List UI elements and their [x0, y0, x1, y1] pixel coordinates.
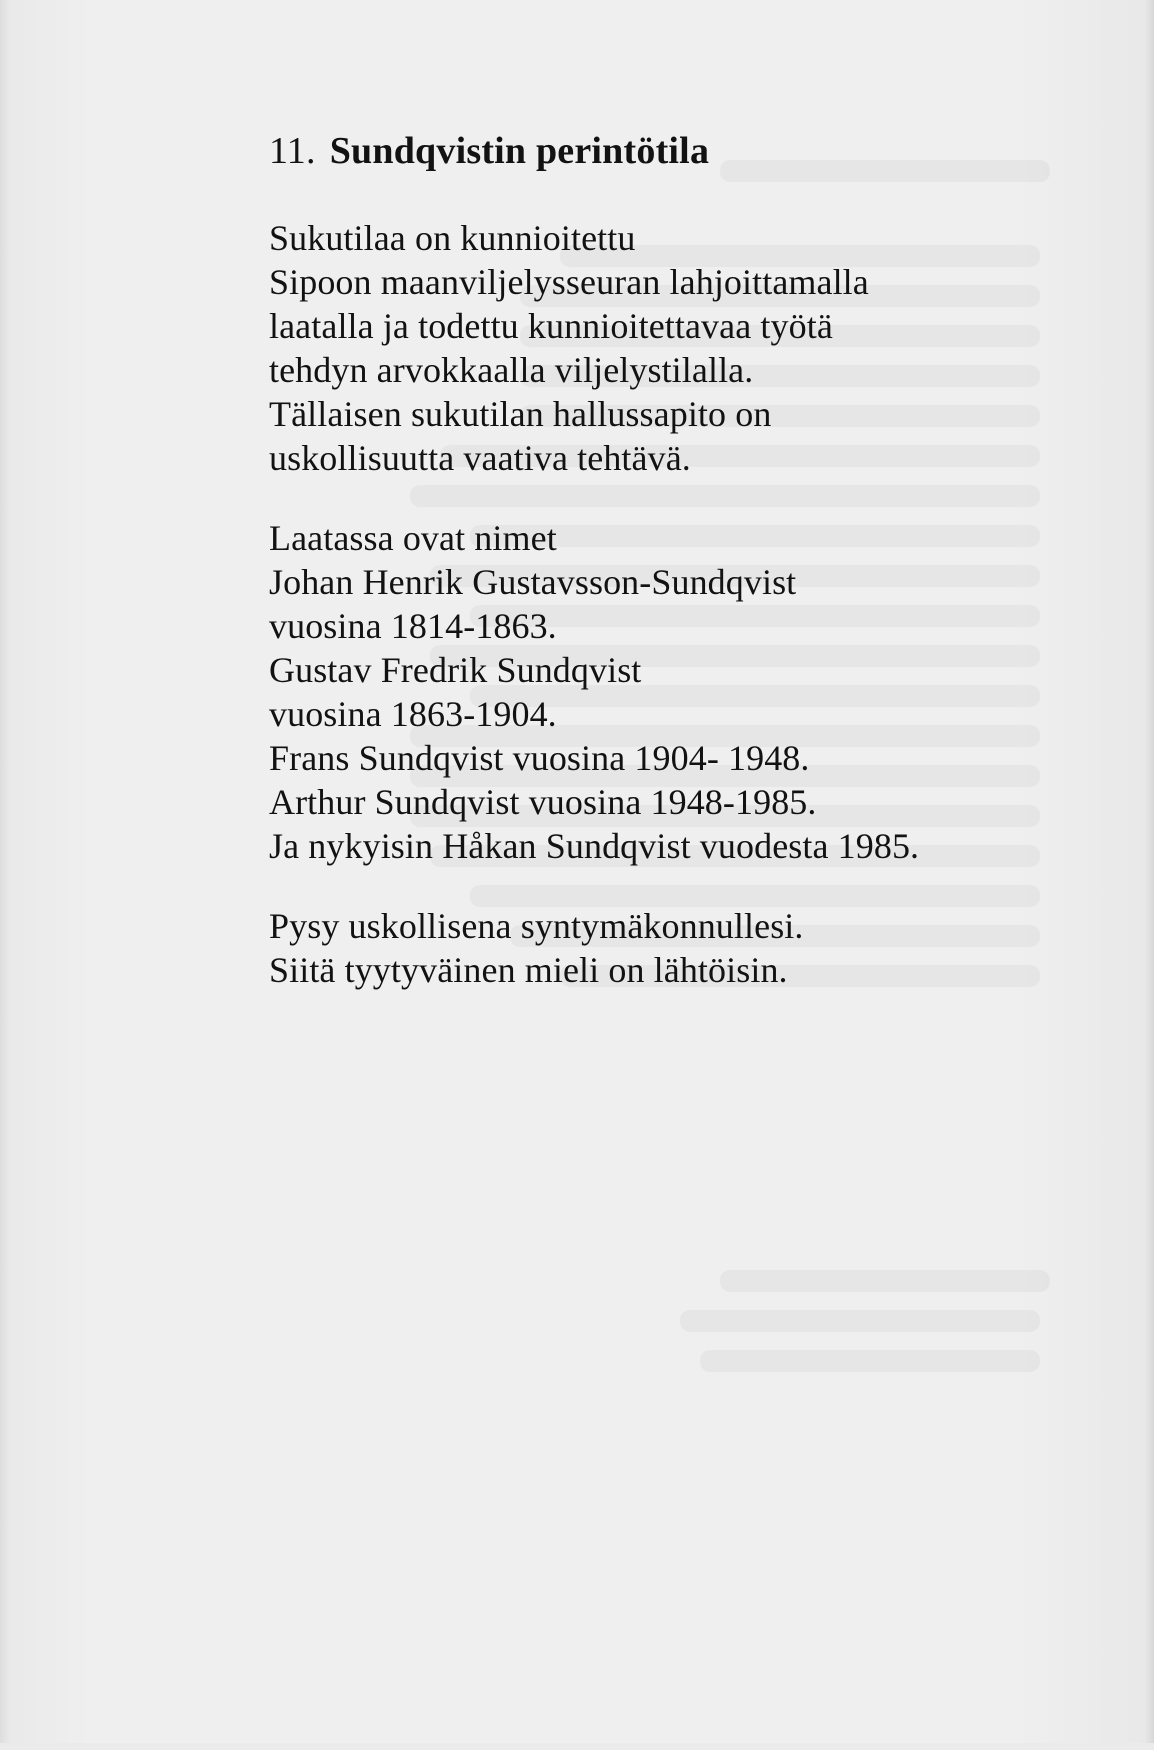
section-title: Sundqvistin perintötila [329, 130, 710, 172]
paragraph-2 [269, 516, 1129, 868]
paragraph-1 [269, 216, 1129, 480]
paragraph-1-line-3: laatalla ja todettu kunnioitettavaa työtä [269, 305, 833, 346]
paragraph-1-line-6: uskollisuutta vaativa tehtävä. [269, 437, 691, 478]
page-left-edge-shadow [0, 0, 10, 1743]
paragraph-2-line-2: Johan Henrik Gustavsson-Sundqvist [269, 561, 797, 602]
page-content [269, 132, 1129, 1028]
paragraph-2-line-7: Arthur Sundqvist vuosina 1948-1985. [269, 781, 817, 822]
section-number: 11. [269, 130, 316, 172]
paragraph-2-line-8: Ja nykyisin Håkan Sundqvist vuodesta 1985. [269, 825, 920, 866]
paragraph-2-line-5: vuosina 1863-1904. [269, 693, 557, 734]
paragraph-2-line-3: vuosina 1814-1863. [269, 605, 557, 646]
paragraph-3-line-1: Pysy uskollisena syntymäkonnullesi. [269, 905, 804, 946]
paragraph-3-line-2: Siitä tyytyväinen mieli on lähtöisin. [269, 949, 788, 990]
paragraph-2-line-1: Laatassa ovat nimet [269, 517, 557, 558]
paragraph-2-line-4: Gustav Fredrik Sundqvist [269, 649, 642, 690]
paragraph-1-line-5: Tällaisen sukutilan hallussapito on [269, 393, 772, 434]
paragraph-1-line-1: Sukutilaa on kunnioitettu [269, 217, 636, 258]
paragraph-2-line-6: Frans Sundqvist vuosina 1904- 1948. [269, 737, 810, 778]
section-heading [269, 132, 1129, 172]
paragraph-1-line-4: tehdyn arvokkaalla viljelystilalla. [269, 349, 754, 390]
paragraph-1-line-2: Sipoon maanviljelysseuran lahjoittamalla [269, 261, 869, 302]
paragraph-3 [269, 904, 1129, 992]
page-right-edge-shadow [1144, 0, 1154, 1743]
